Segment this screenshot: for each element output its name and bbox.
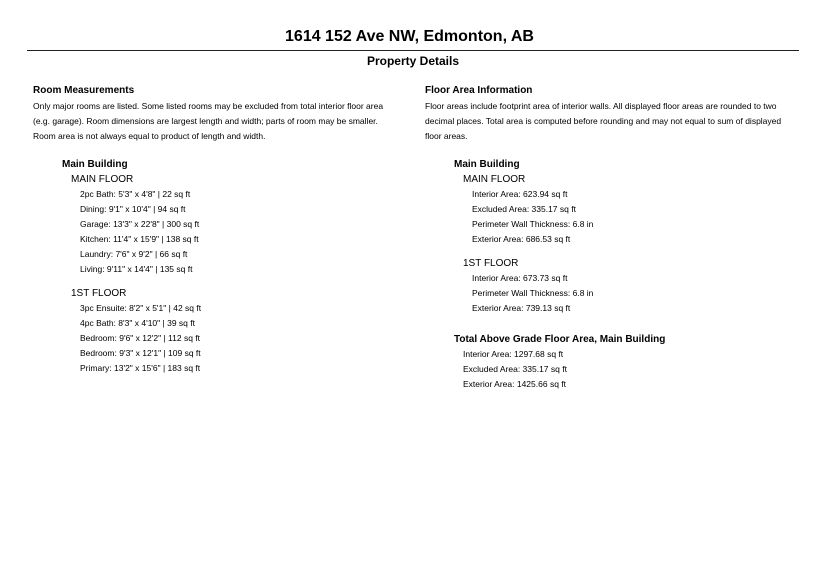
note-line: decimal places. Total area is computed before rounding and may not equal to sum of displayed	[425, 116, 782, 126]
room-measurements-heading: Room Measurements	[33, 85, 135, 96]
area-item: Interior Area: 623.94 sq ft	[472, 189, 568, 199]
room-item: Dining: 9'1" x 10'4" | 94 sq ft	[80, 204, 186, 214]
note-line: Only major rooms are listed. Some listed rooms may be excluded from total interior floor area	[33, 101, 384, 111]
floor-heading: MAIN FLOOR	[463, 174, 526, 185]
building-heading: Main Building	[62, 159, 128, 170]
floor-area-heading: Floor Area Information	[425, 85, 533, 96]
room-floor-first	[71, 286, 408, 376]
room-item: Kitchen: 11'4" x 15'9" | 138 sq ft	[80, 234, 199, 244]
room-item: 2pc Bath: 5'3" x 4'8" | 22 sq ft	[80, 189, 191, 199]
floor-heading: 1ST FLOOR	[71, 288, 127, 299]
area-item: Excluded Area: 335.17 sq ft	[472, 204, 576, 214]
total-area-heading: Total Above Grade Floor Area, Main Building	[454, 334, 666, 345]
area-item: Interior Area: 673.73 sq ft	[472, 273, 568, 283]
area-item: Perimeter Wall Thickness: 6.8 in	[472, 219, 594, 229]
room-measurements-note	[33, 99, 408, 144]
floor-heading: MAIN FLOOR	[71, 174, 134, 185]
total-area-item: Interior Area: 1297.68 sq ft	[463, 349, 564, 359]
area-item: Perimeter Wall Thickness: 6.8 in	[472, 288, 594, 298]
room-item: Primary: 13'2" x 15'6" | 183 sq ft	[80, 363, 201, 373]
floor-area-note	[425, 99, 807, 144]
building-heading: Main Building	[454, 159, 520, 170]
total-area-item: Exterior Area: 1425.66 sq ft	[463, 379, 567, 389]
note-line: Floor areas include footprint area of interior walls. All displayed floor areas are rounded to two	[425, 101, 777, 111]
room-item: Living: 9'11" x 14'4" | 135 sq ft	[80, 264, 193, 274]
room-item: Bedroom: 9'6" x 12'2" | 112 sq ft	[80, 333, 201, 343]
area-floor-main	[463, 172, 807, 247]
page-title: 1614 152 Ave NW, Edmonton, AB	[285, 28, 534, 45]
room-building-block	[62, 158, 408, 376]
room-item: Laundry: 7'6" x 9'2" | 66 sq ft	[80, 249, 188, 259]
area-item: Exterior Area: 739.13 sq ft	[472, 303, 571, 313]
floor-area-section	[425, 84, 807, 392]
floor-heading: 1ST FLOOR	[463, 258, 519, 269]
total-area-item: Excluded Area: 335.17 sq ft	[463, 364, 567, 374]
note-line: Room area is not always equal to product of length and width.	[33, 131, 266, 141]
area-floor-first	[463, 256, 807, 316]
total-area-block	[454, 333, 807, 392]
note-line: floor areas.	[425, 131, 468, 141]
room-item: 4pc Bath: 8'3" x 4'10" | 39 sq ft	[80, 318, 195, 328]
room-item: 3pc Ensuite: 8'2" x 5'1" | 42 sq ft	[80, 303, 202, 313]
room-item: Garage: 13'3" x 22'8" | 300 sq ft	[80, 219, 200, 229]
room-measurements-section	[33, 84, 408, 376]
area-building-block	[454, 158, 807, 316]
room-floor-main	[71, 172, 408, 277]
note-line: (e.g. garage). Room dimensions are largest length and width; parts of room may be smaller.	[33, 116, 378, 126]
area-item: Exterior Area: 686.53 sq ft	[472, 234, 571, 244]
room-item: Bedroom: 9'3" x 12'1" | 109 sq ft	[80, 348, 201, 358]
title-divider	[27, 50, 799, 51]
page-subtitle: Property Details	[366, 54, 460, 68]
